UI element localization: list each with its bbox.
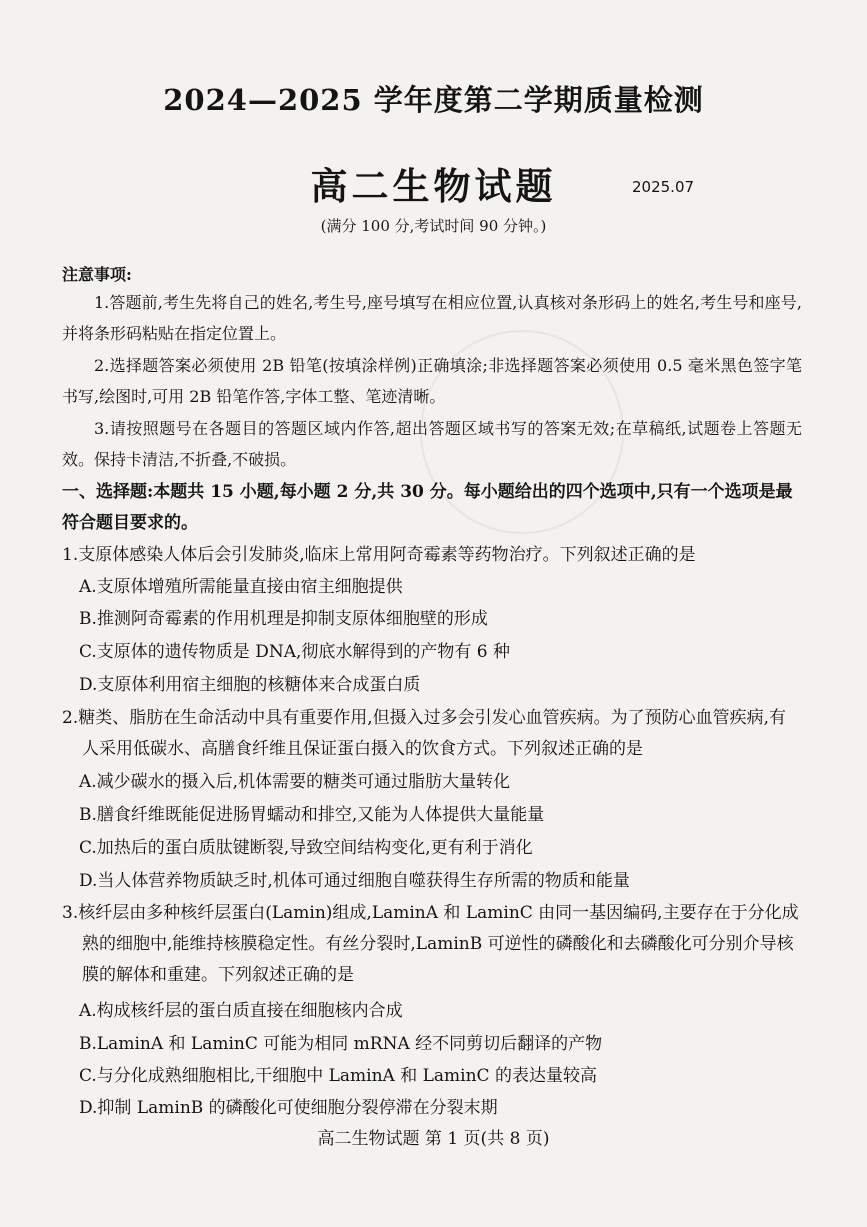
question-option: B.LaminA 和 LaminC 可能为相同 mRNA 经不同剪切后翻译的产物 xyxy=(79,1034,603,1054)
question-stem: 1.支原体感染人体后会引发肺炎,临床上常用阿奇霉素等药物治疗。下列叙述正确的是 xyxy=(62,545,696,565)
question-option: A.支原体增殖所需能量直接由宿主细胞提供 xyxy=(79,577,403,597)
question-option: D.当人体营养物质缺乏时,机体可通过细胞自噬获得生存所需的物质和能量 xyxy=(79,871,630,891)
question-option: D.支原体利用宿主细胞的核糖体来合成蛋白质 xyxy=(79,675,421,695)
question-option: C.支原体的遗传物质是 DNA,彻底水解得到的产物有 6 种 xyxy=(79,642,511,662)
question-stem: 2.糖类、脂肪在生命活动中具有重要作用,但摄入过多会引发心血管疾病。为了预防心血管疾病,有人采用低碳水、高膳食纤维且保证蛋白摄入的饮食方式。下列叙述正确的是 xyxy=(62,708,787,759)
subject-title: 高二生物试题 xyxy=(310,164,557,208)
note-item: 3.请按照题号在各题目的答题区域内作答,超出答题区域书写的答案无效;在草稿纸,试题卷上答题无效。保持卡清洁,不折叠,不破损。 xyxy=(62,419,802,469)
question-option: D.抑制 LaminB 的磷酸化可使细胞分裂停滞在分裂末期 xyxy=(79,1098,498,1118)
note-item: 1.答题前,考生先将自己的姓名,考生号,座号填写在相应位置,认真核对条形码上的姓名,考生号和座号,并将条形码粘贴在指定位置上。 xyxy=(62,293,802,343)
exam-info: (满分 100 分,考试时间 90 分钟。) xyxy=(320,217,547,235)
question-option: B.膳食纤维既能促进肠胃蠕动和排空,又能为人体提供大量能量 xyxy=(79,805,545,825)
note-item: 2.选择题答案必须使用 2B 铅笔(按填涂样例)正确填涂;非选择题答案必须使用 0.5 毫米黑色签字笔书写,绘图时,可用 2B 铅笔作答,字体工整、笔迹清晰。 xyxy=(62,356,802,406)
question-option: B.推测阿奇霉素的作用机理是抑制支原体细胞壁的形成 xyxy=(79,609,488,629)
section-heading: 一、选择题:本题共 15 小题,每小题 2 分,共 30 分。每小题给出的四个选项中,只有一个选项是最符合题目要求的。 xyxy=(62,482,793,533)
exam-date: 2025.07 xyxy=(632,178,695,196)
question-option: C.加热后的蛋白质肽键断裂,导致空间结构变化,更有利于消化 xyxy=(79,838,533,858)
question-option: A.构成核纤层的蛋白质直接在细胞核内合成 xyxy=(79,1001,403,1021)
question-stem: 3.核纤层由多种核纤层蛋白(Lamin)组成,LaminA 和 LaminC 由同一基因编码,主要存在于分化成熟的细胞中,能维持核膜稳定性。有丝分裂时,LaminB 可逆性的磷酸化和去磷酸化可分别介导核膜的解体和重建。下列叙述正确的是 xyxy=(62,903,799,985)
exam-title: 2024—2025 学年度第二学期质量检测 xyxy=(163,83,704,117)
page-footer: 高二生物试题 第 1 页(共 8 页) xyxy=(317,1129,550,1149)
notes-title: 注意事项: xyxy=(62,265,132,284)
question-option: A.减少碳水的摄入后,机体需要的糖类可通过脂肪大量转化 xyxy=(79,772,511,792)
question-option: C.与分化成熟细胞相比,干细胞中 LaminA 和 LaminC 的表达量较高 xyxy=(79,1066,597,1086)
